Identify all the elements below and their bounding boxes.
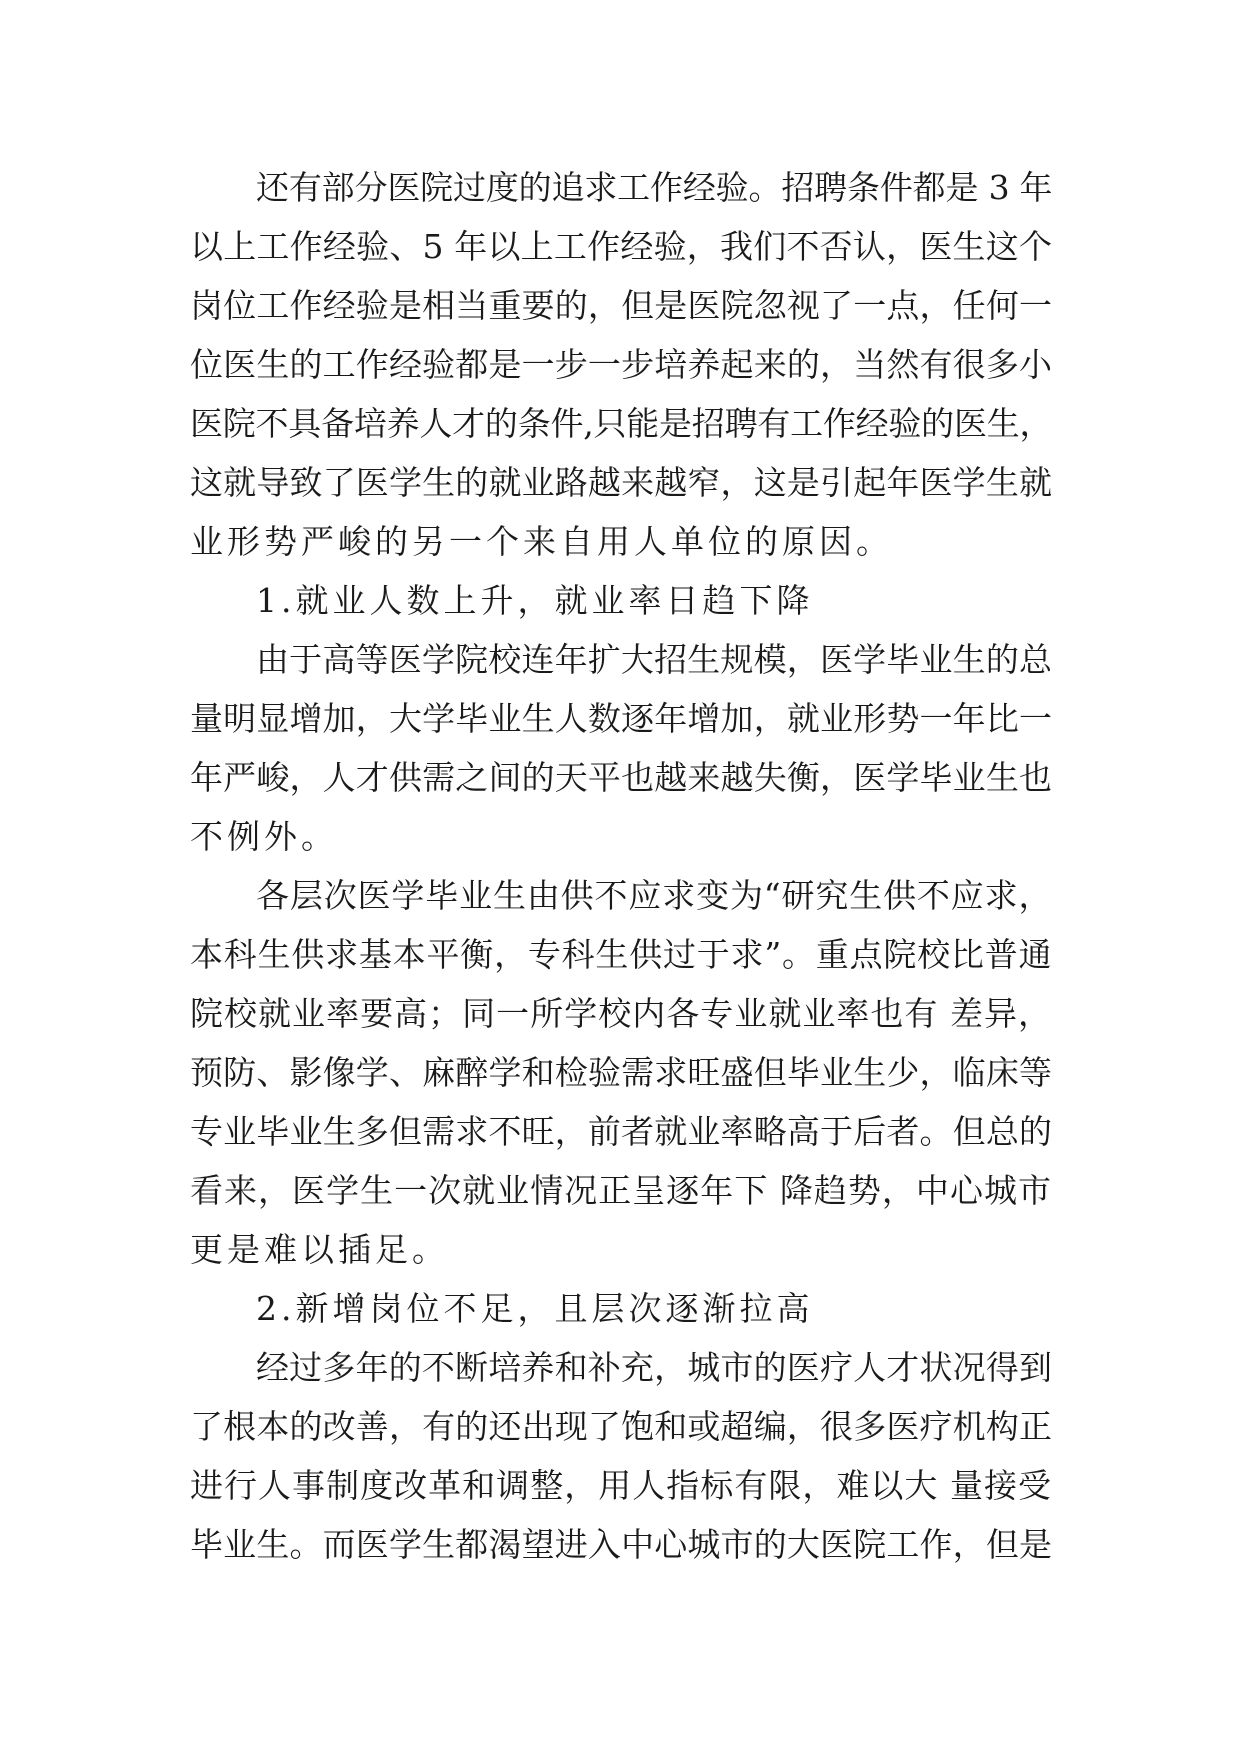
text-line: 更是难以插足。	[190, 1230, 449, 1269]
text-line: 院校就业率要高；同一所学校内各专业就业率也有 差异，	[190, 994, 1052, 1033]
text-line: 年严峻，人才供需之间的天平也越来越失衡，医学毕业生也	[190, 758, 1052, 797]
text-line: 本科生供求基本平衡，专科生供过于求”。重点院校比普通	[190, 935, 1052, 974]
text-line: 预防、影像学、麻醉学和检验需求旺盛但毕业生少，临床等	[190, 1053, 1052, 1092]
text-line: 位医生的工作经验都是一步一步培养起来的，当然有很多小	[190, 345, 1052, 384]
text-line: 不例外。	[190, 817, 338, 856]
text-line: 由于高等医学院校连年扩大招生规模，医学毕业生的总	[256, 640, 1052, 679]
text-line: 业形势严峻的另一个来自用人单位的原因。	[190, 522, 893, 561]
text-line: 量明显增加，大学毕业生人数逐年增加，就业形势一年比一	[190, 699, 1052, 738]
text-line: 进行人事制度改革和调整，用人指标有限，难以大 量接受	[190, 1466, 1052, 1505]
text-line: 以上工作经验、5 年以上工作经验，我们不否认，医生这个	[190, 227, 1052, 266]
text-line: 医院不具备培养人才的条件,只能是招聘有工作经验的医生，	[190, 404, 1052, 443]
text-line: 经过多年的不断培养和补充，城市的医疗人才状况得到	[256, 1348, 1052, 1387]
section-heading: 1.就业人数上升，就业率日趋下降	[256, 581, 814, 620]
section-heading: 2.新增岗位不足，且层次逐渐拉高	[256, 1289, 814, 1328]
text-line: 了根本的改善，有的还出现了饱和或超编，很多医疗机构正	[190, 1407, 1052, 1446]
text-line: 看来，医学生一次就业情况正呈逐年下 降趋势，中心城市	[190, 1171, 1052, 1210]
text-line: 还有部分医院过度的追求工作经验。招聘条件都是 3 年	[256, 168, 1052, 207]
text-line: 专业毕业生多但需求不旺，前者就业率略高于后者。但总的	[190, 1112, 1052, 1151]
document-body	[190, 158, 1052, 1574]
text-line: 这就导致了医学生的就业路越来越窄，这是引起年医学生就	[190, 463, 1052, 502]
text-line: 岗位工作经验是相当重要的，但是医院忽视了一点，任何一	[190, 286, 1052, 325]
text-line: 毕业生。而医学生都渴望进入中心城市的大医院工作，但是	[190, 1525, 1052, 1564]
text-line: 各层次医学毕业生由供不应求变为“研究生供不应求，	[256, 876, 1052, 915]
